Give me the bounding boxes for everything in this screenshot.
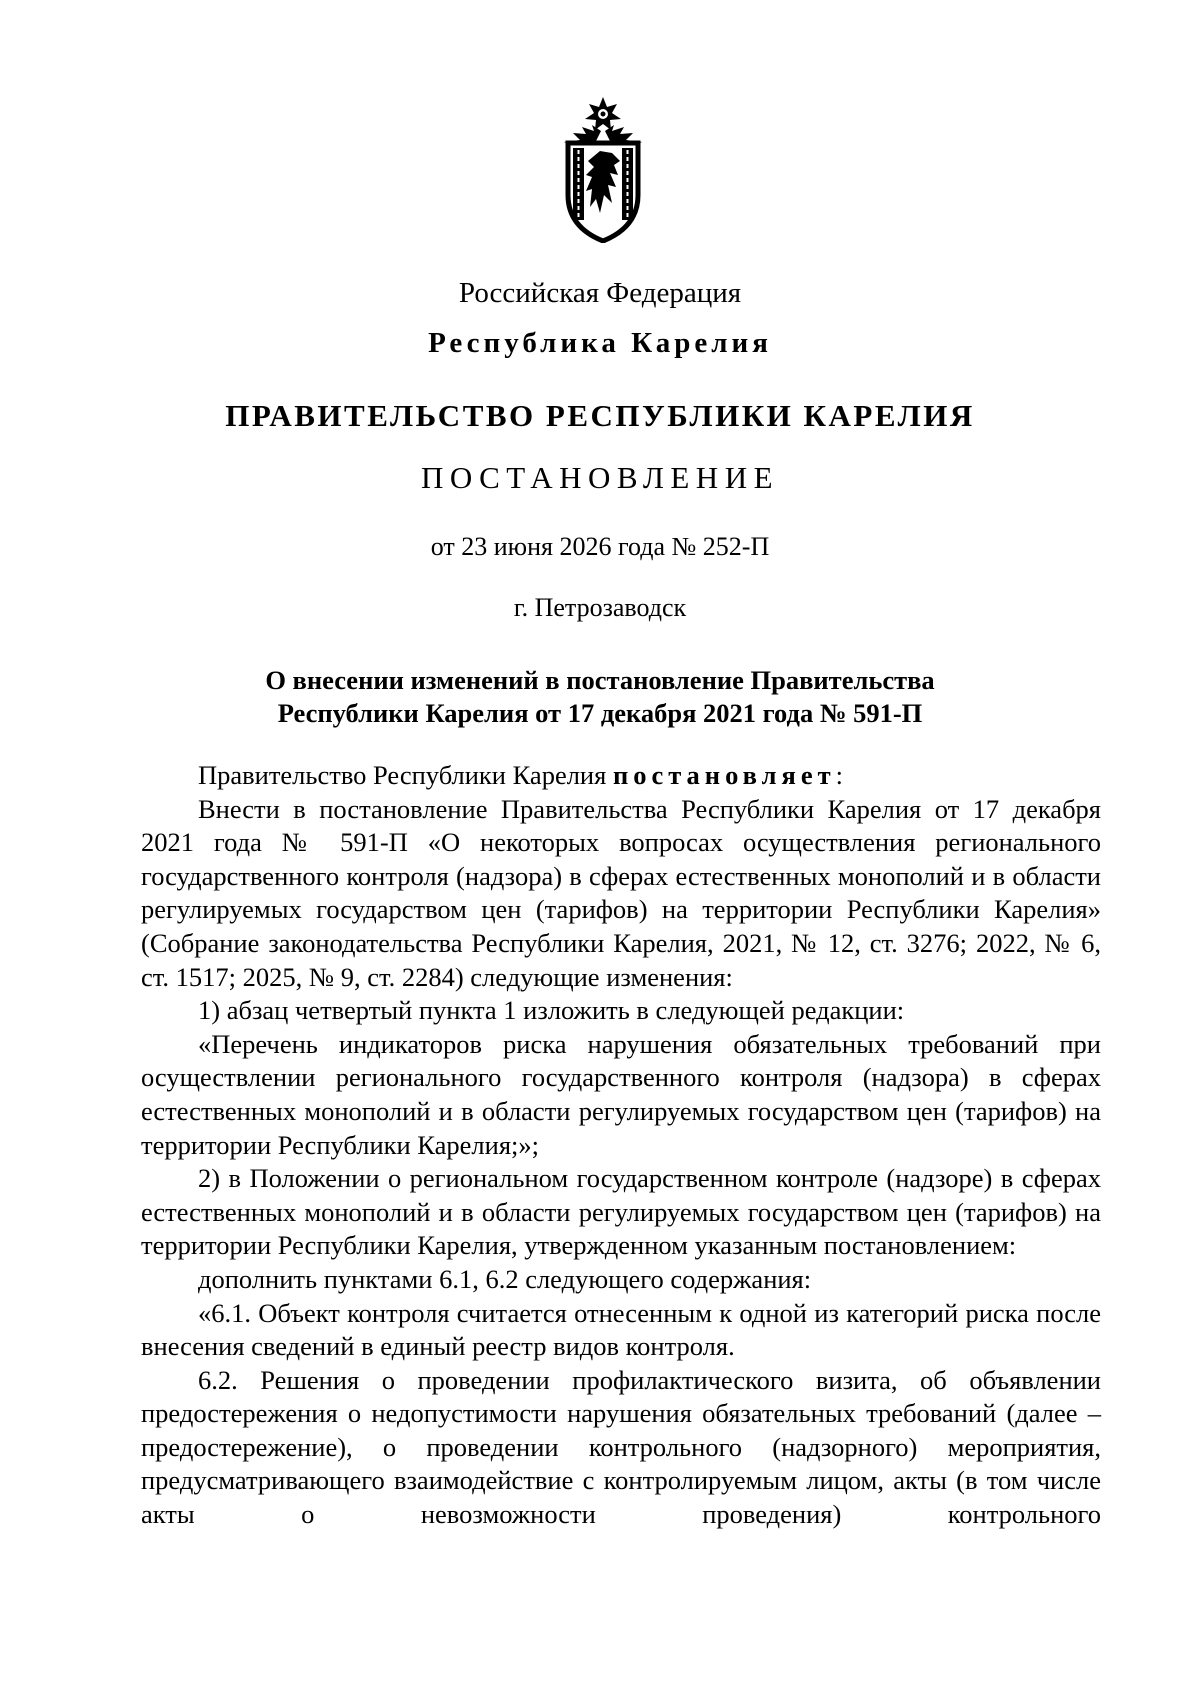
title-line-1: О внесении изменений в постановление Правительства — [265, 665, 935, 695]
intro-prefix: Правительство Республики Карелия — [198, 760, 613, 790]
title-line-2: Республики Карелия от 17 декабря 2021 года № 591-П — [277, 698, 923, 728]
list-item-2: 2) в Положении о региональном государственном контроле (надзоре) в сферах естественных монополий и в области регулируемых государством цен (тарифов) на территории Республики Карелия, утвержденном указанным постановлением: — [141, 1163, 1101, 1261]
intro-paragraph — [141, 759, 1101, 793]
government-name: ПРАВИТЕЛЬСТВО РЕСПУБЛИКИ КАРЕЛИЯ — [225, 398, 975, 433]
intro-verb: постановляет — [612, 760, 836, 790]
paragraph-main-change: Внести в постановление Правительства Республики Карелия от 17 декабря 2021 года № 591-П «О некоторых вопросах осуществления регионального государственного контроля (надзора) в сферах естественных монополий и в области регулируемых государством цен (тарифов) на территории Республики Карелия» (Собрание законодательства Республики Карелия, 2021, № 12, ст. 3276; 2022, № 6, ст. 1517; 2025, № 9, ст. 2284) следующие изменения: — [141, 793, 1101, 992]
coat-of-arms-icon — [560, 95, 646, 243]
document-title — [0, 664, 1200, 730]
intro-suffix: : — [835, 760, 843, 790]
paragraph-6-1: «6.1. Объект контроля считается отнесенным к одной из категорий риска после внесения сведений в единый реестр видов контроля. — [141, 1297, 1101, 1362]
document-body — [141, 759, 1101, 1532]
list-item-1-quote: «Перечень индикаторов риска нарушения обязательных требований при осуществлении регионального государственного контроля (надзора) в сферах естественных монополий и в области регулируемых государством цен (тарифов) на территории Республики Карелия;»; — [141, 1028, 1101, 1160]
document-city: г. Петрозаводск — [513, 593, 687, 622]
document-date-number: от 23 июня 2026 года № 252-П — [430, 532, 770, 561]
republic-name: Республика Карелия — [428, 327, 772, 359]
document-type: ПОСТАНОВЛЕНИЕ — [420, 460, 780, 495]
list-item-2-addition: дополнить пунктами 6.1, 6.2 следующего содержания: — [198, 1263, 812, 1294]
list-item-1: 1) абзац четвертый пункта 1 изложить в следующей редакции: — [198, 995, 905, 1026]
paragraph-6-2: 6.2. Решения о проведении профилактического визита, об объявлении предостережения о недопустимости нарушения обязательных требований (далее – предостережение), о проведении контрольного (надзорного) мероприятия, предусматривающего взаимодействие с контролируемым лицом, акты (в том числе акты о невозможности проведения) контрольного — [141, 1364, 1101, 1530]
country-name: Российская Федерация — [458, 277, 742, 309]
